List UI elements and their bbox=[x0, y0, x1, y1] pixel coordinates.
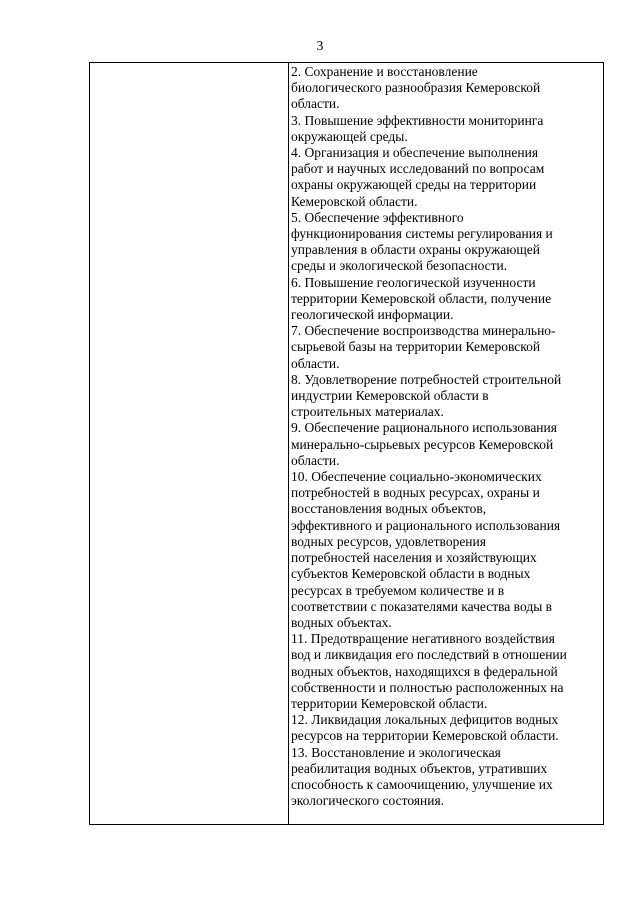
goal-text-line: водных объектах. bbox=[291, 614, 392, 630]
goal-text-line: охраны окружающей среды на территории bbox=[291, 177, 537, 193]
goal-text-line: вод и ликвидация его последствий в отношении bbox=[291, 647, 567, 663]
goal-text-line: собственности и полностью расположенных на bbox=[291, 679, 564, 695]
goal-text-line: соответствии с показателями качества воды в bbox=[291, 598, 553, 614]
goal-text-line: реабилитация водных объектов, утративших bbox=[291, 760, 548, 776]
goal-text-line: территории Кемеровской области, получение bbox=[291, 290, 552, 306]
goal-text-line: биологического разнообразия Кемеровской bbox=[291, 80, 541, 96]
goal-text-line: области. bbox=[291, 452, 340, 468]
goal-text-line: строительных материалах. bbox=[291, 404, 444, 420]
goal-text-line: минерально-сырьевых ресурсов Кемеровской bbox=[291, 436, 554, 452]
goal-text-line: 8. Удовлетворение потребностей строительной bbox=[291, 371, 562, 387]
goal-text-line: 9. Обеспечение рационального использования bbox=[291, 420, 557, 436]
goal-text-line: 12. Ликвидация локальных дефицитов водных bbox=[291, 712, 559, 728]
document-table bbox=[89, 62, 604, 825]
goal-text-line: среды и экологической безопасности. bbox=[291, 258, 508, 274]
table-right-column bbox=[289, 63, 603, 824]
table-left-column bbox=[90, 63, 289, 824]
goal-text-line: субъектов Кемеровской области в водных bbox=[291, 566, 531, 582]
goal-text-line: потребностей населения и хозяйствующих bbox=[291, 550, 537, 566]
goal-text-line: 7. Обеспечение воспроизводства минерально- bbox=[291, 323, 556, 339]
goal-text-line: области. bbox=[291, 355, 340, 371]
goal-text-line: индустрии Кемеровской области в bbox=[291, 388, 489, 404]
goal-text-line: 3. Повышение эффективности мониторинга bbox=[291, 112, 544, 128]
goal-text-line: способность к самоочищению, улучшение их bbox=[291, 776, 553, 792]
goal-text-line: работ и научных исследований по вопросам bbox=[291, 161, 545, 177]
goal-text-line: сырьевой базы на территории Кемеровской bbox=[291, 339, 541, 355]
goal-text-line: окружающей среды. bbox=[291, 128, 408, 144]
goal-text-line: экологического состояния. bbox=[291, 793, 445, 809]
goal-text-line: 2. Сохранение и восстановление bbox=[291, 64, 478, 79]
goal-text-line: потребностей в водных ресурсах, охраны и bbox=[291, 485, 540, 501]
goal-text-line: 13. Восстановление и экологическая bbox=[291, 744, 501, 760]
goal-text-line: 4. Организация и обеспечение выполнения bbox=[291, 145, 539, 161]
goal-text-line: водных ресурсов, удовлетворения bbox=[291, 533, 486, 549]
page-number: 3 bbox=[316, 38, 324, 53]
goal-text-line: 10. Обеспечение социально-экономических bbox=[291, 469, 542, 485]
goal-text-line: восстановления водных объектов, bbox=[291, 501, 487, 517]
goal-text-line: 6. Повышение геологической изученности bbox=[291, 274, 536, 290]
goal-text-line: территории Кемеровской области. bbox=[291, 695, 488, 711]
goal-text-line: Кемеровской области. bbox=[291, 193, 418, 209]
goal-text-line: водных объектов, находящихся в федеральной bbox=[291, 663, 558, 679]
goal-text-line: функционирования системы регулирования и bbox=[291, 226, 553, 242]
goal-text-line: области. bbox=[291, 96, 340, 112]
goal-text-line: эффективного и рационального использования bbox=[291, 517, 561, 533]
goal-text-line: ресурсов на территории Кемеровской области. bbox=[291, 728, 559, 744]
goal-text-line: геологической информации. bbox=[291, 307, 454, 323]
goal-text-line: 5. Обеспечение эффективного bbox=[291, 209, 464, 225]
goal-text-line: 11. Предотвращение негативного воздействия bbox=[291, 631, 555, 647]
goal-text-line: управления в области охраны окружающей bbox=[291, 242, 540, 258]
goal-text-line: ресурсах в требуемом количестве и в bbox=[291, 582, 505, 598]
